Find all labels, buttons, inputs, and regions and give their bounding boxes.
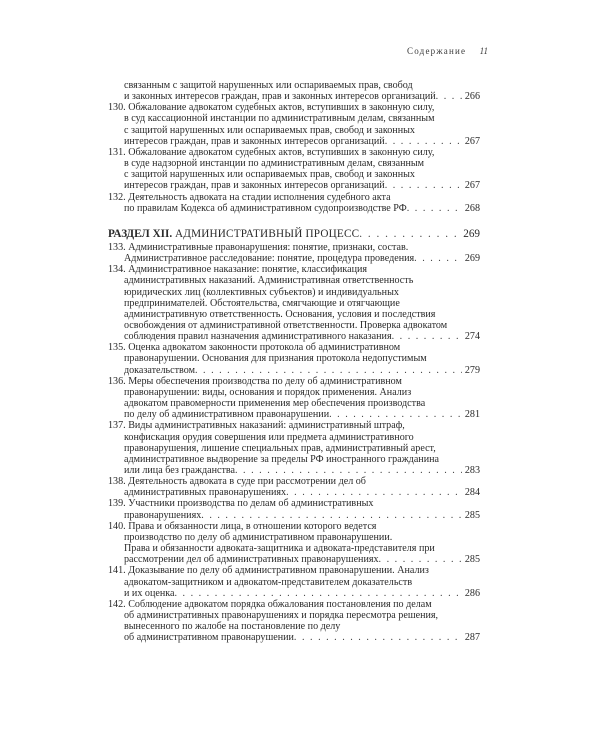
toc-entry-text: административную ответственность. Основания, условия и последствия (124, 308, 436, 320)
toc-entry-text: правонарушении. Основания для признания протокола недопустимым (124, 353, 427, 365)
leader-dots (195, 365, 462, 376)
leader-dots (235, 465, 462, 476)
toc-entry-text: правонарушении: виды, основания и порядок применения. Анализ (124, 386, 412, 398)
leader-dots (407, 203, 462, 214)
toc-entry-text: по делу об административном правонарушении (124, 409, 330, 421)
toc-entry-text: административное выдворение за пределы РФ иностранного гражданина (124, 453, 439, 465)
toc-entry[interactable] (108, 192, 480, 214)
leader-dots (379, 554, 462, 565)
leader-dots (286, 487, 462, 498)
toc-entry-text: 132. Деятельность адвоката на стадии исполнения судебного акта (108, 191, 391, 203)
leader-dots (436, 91, 462, 102)
toc-entry[interactable] (108, 102, 480, 147)
toc-entry-text: вынесенного по жалобе на постановление по делу (124, 621, 341, 633)
toc-entry-text: 135. Оценка адвокатом законности протокола об административном (108, 342, 401, 354)
toc-entry-text: административных наказаний. Административная ответственность (124, 275, 414, 287)
page-number: 11 (479, 46, 488, 56)
toc-entry-text: с защитой нарушенных или оспариваемых прав, свобод и законных (124, 169, 415, 181)
toc-page-number: 279 (464, 364, 480, 376)
toc-entry-text: об административном правонарушении (124, 632, 294, 644)
toc-entry-text: в суде надзорной инстанции по административным делам, связанным (124, 158, 425, 170)
toc-entry-text: 136. Меры обеспечения производства по делу об административном (108, 375, 402, 387)
toc-entry-text: 140. Права и обязанности лица, в отношении которого ведется (108, 520, 377, 532)
toc-entry-text: правонарушениях (124, 509, 202, 521)
toc-entry-text: адвокатом правомерности применения мер обеспечения производства (124, 398, 426, 410)
toc-entry-text: рассмотрении дел об административных правонарушениях (124, 554, 379, 566)
toc-entry-text: 133. Административные правонарушения: понятие, признаки, состав. (108, 241, 409, 253)
toc-page-number: 267 (464, 135, 480, 147)
table-of-contents (108, 80, 480, 644)
leader-dots (201, 510, 462, 521)
toc-entry-text: в суд кассационной инстанции по административным делам, связанным (124, 113, 435, 125)
toc-entry-text: административных правонарушениях (124, 487, 287, 499)
toc-page-number: 269 (464, 253, 480, 265)
leader-dots (174, 588, 461, 599)
toc-page-number: 283 (464, 465, 480, 476)
toc-page-number: 268 (464, 202, 480, 214)
toc-entry-text: 137. Виды административных наказаний: административный штраф, (108, 420, 405, 432)
toc-continued-entries (108, 80, 480, 214)
toc-entry-text: или лица без гражданства (124, 465, 235, 476)
toc-entry[interactable] (108, 342, 480, 375)
toc-page-number: 285 (464, 509, 480, 521)
leader-dots (385, 136, 462, 147)
toc-page-number: 281 (464, 409, 480, 421)
toc-entry-text: и их оценка (124, 587, 175, 599)
running-header (407, 46, 488, 56)
toc-entry-text: соблюдения правил назначения административного наказания (124, 331, 392, 343)
toc-entry-text: Административное расследование: понятие, процедура проведения (124, 253, 415, 265)
section-page-number: 269 (463, 227, 480, 240)
toc-entry[interactable] (108, 264, 480, 342)
toc-page-number: 285 (464, 554, 480, 566)
toc-entry-text: предпринимателей. Обстоятельства, смягчающие и отягчающие (124, 297, 400, 309)
toc-entry-text: производство по делу об административном правонарушении. (124, 531, 393, 543)
toc-entry[interactable] (108, 498, 480, 520)
running-header-title: Содержание (407, 46, 467, 56)
toc-entry-text: адвокатом-защитником и адвокатом-представителем доказательств (124, 576, 413, 588)
toc-page-number: 267 (464, 180, 480, 192)
toc-entry[interactable] (108, 80, 480, 102)
toc-entry-text: доказательством (124, 364, 195, 376)
toc-page-number: 286 (464, 587, 480, 599)
toc-entry[interactable] (108, 147, 480, 192)
toc-section-entries (108, 242, 480, 644)
toc-entry-text: интересов граждан, прав и законных интересов организаций (124, 180, 385, 192)
toc-entry-text: Права и обязанности адвоката-защитника и адвоката-представителя при (124, 543, 435, 555)
toc-page-number: 284 (464, 487, 480, 499)
toc-entry-text: освобождения от административной ответственности. Проверка адвокатом (124, 319, 448, 331)
toc-entry-text: с защитой нарушенных или оспариваемых прав, свобод и законных (124, 124, 415, 136)
toc-entry-text: 134. Административное наказание: понятие, классификация (108, 264, 368, 276)
toc-entry-text: 142. Соблюдение адвокатом порядка обжалования постановления по делам (108, 598, 432, 610)
toc-entry-text: юридических лиц (коллективных субъектов) и индивидуальных (124, 286, 399, 298)
toc-page-number: 287 (464, 632, 480, 644)
toc-entry-text: интересов граждан, прав и законных интересов организаций (124, 135, 385, 147)
section-name: АДМИНИСТРАТИВНЫЙ ПРОЦЕСС (174, 227, 360, 240)
toc-entry-text: по правилам Кодекса об административном судопроизводстве РФ (124, 202, 407, 214)
leader-dots (414, 253, 462, 264)
leader-dots (359, 228, 460, 241)
leader-dots (392, 331, 462, 342)
toc-entry[interactable] (108, 476, 480, 498)
toc-entry[interactable] (108, 420, 480, 476)
leader-dots (385, 180, 462, 191)
toc-entry-text: и законных интересов граждан, прав и законных интересов организаций (124, 91, 436, 103)
toc-entry[interactable] (108, 242, 480, 264)
toc-page-number: 266 (464, 91, 480, 103)
toc-entry[interactable] (108, 599, 480, 644)
toc-entry-text: 130. Обжалование адвокатом судебных актов, вступивших в законную силу, (108, 102, 435, 114)
leader-dots (329, 409, 462, 420)
toc-section-heading[interactable] (108, 228, 480, 241)
toc-entry-text: 138. Деятельность адвоката в суде при рассмотрении дел об (108, 476, 366, 488)
toc-entry-text: правонарушения, лишение специальных прав, административный арест, (124, 442, 436, 454)
section-label: РАЗДЕЛ XII. (108, 227, 173, 240)
toc-entry-text: об административных правонарушениях и порядка пересмотра решения, (124, 610, 439, 622)
toc-entry[interactable] (108, 565, 480, 598)
leader-dots (294, 632, 462, 643)
toc-entry-text: 141. Доказывание по делу об административном правонарушении. Анализ (108, 565, 429, 577)
toc-entry[interactable] (108, 521, 480, 566)
toc-page-number: 274 (464, 331, 480, 343)
toc-entry-text: связанным с защитой нарушенных или оспариваемых прав, свобод (124, 80, 413, 91)
toc-entry[interactable] (108, 376, 480, 421)
toc-entry-text: конфискация орудия совершения или предмета административного (124, 431, 414, 443)
toc-entry-text: 131. Обжалование адвокатом судебных актов, вступивших в законную силу, (108, 146, 435, 158)
toc-entry-text: 139. Участники производства по делам об административных (108, 498, 374, 510)
